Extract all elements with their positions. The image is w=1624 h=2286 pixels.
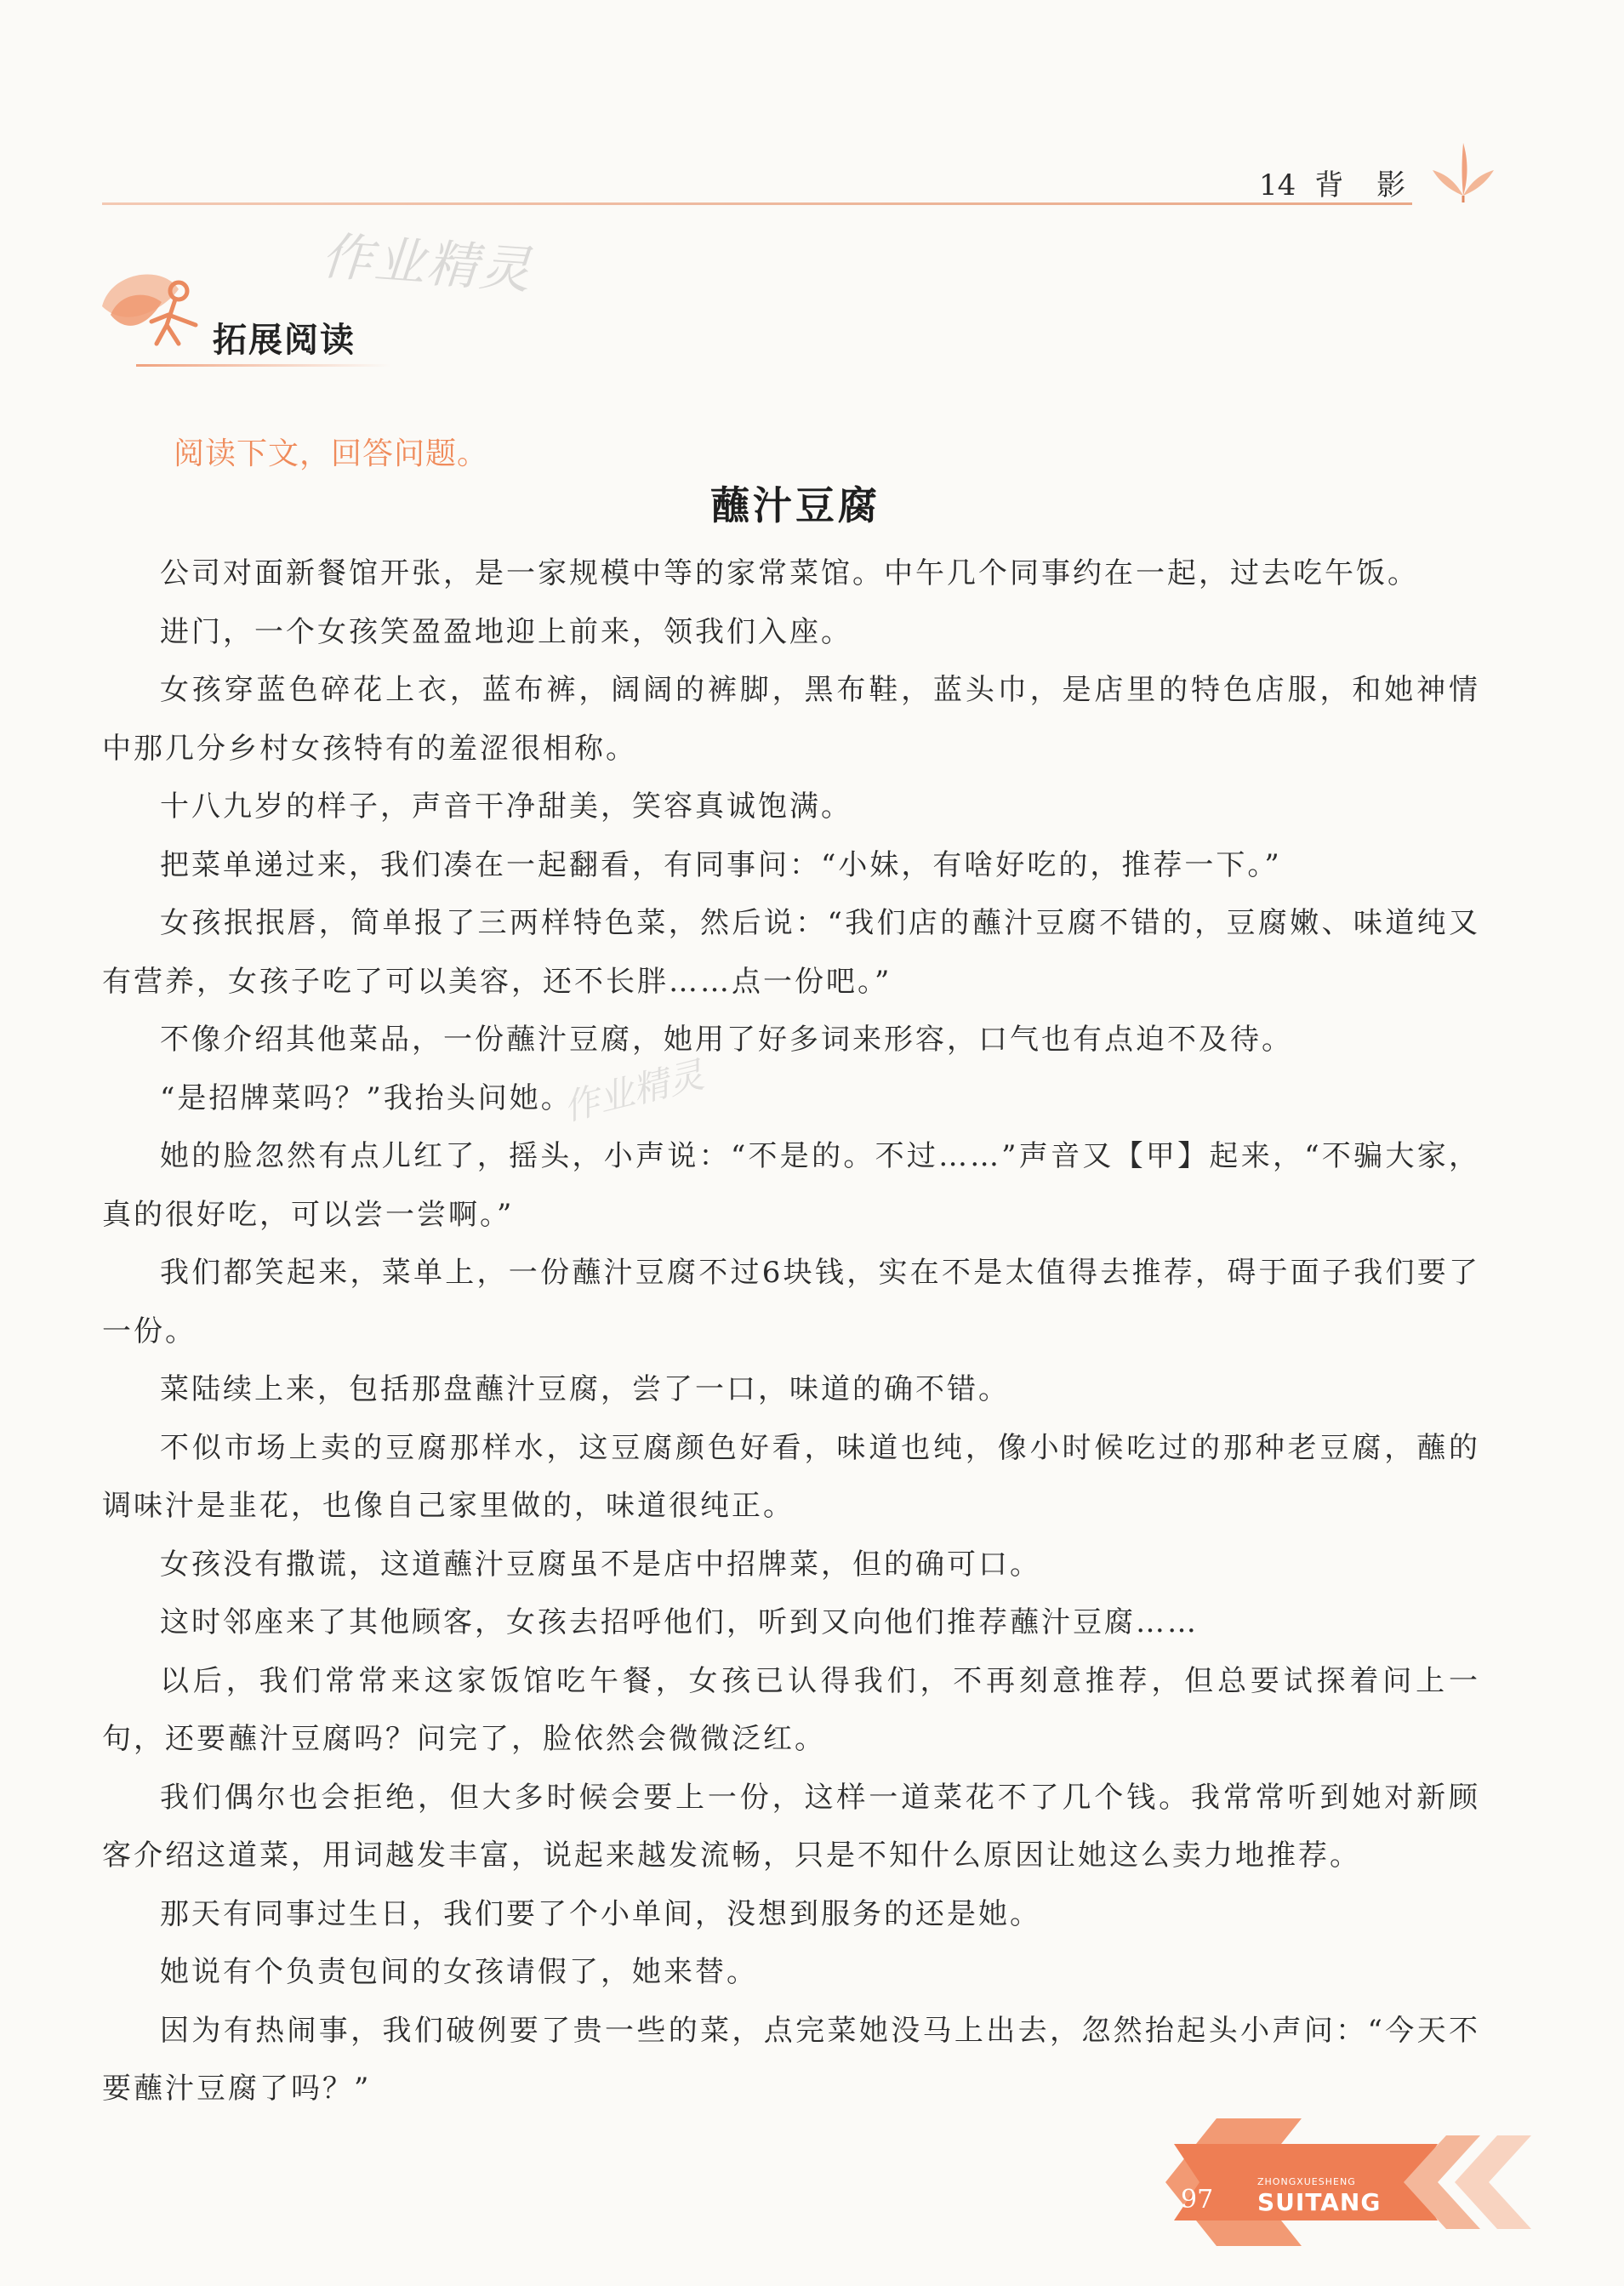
- section-title: 拓展阅读: [213, 321, 356, 360]
- watermark-mid: 作业精灵: [559, 1053, 709, 1129]
- paragraph: 以后，我们常常来这家饭馆吃午餐，女孩已认得我们，不再刻意推荐，但总要试探着问上一句，还要蘸汁豆腐吗？问完了，脸依然会微微泛红。: [102, 1663, 1480, 1756]
- section-underline: [136, 364, 391, 367]
- page-number: 97: [1181, 2185, 1214, 2215]
- paragraph: 这时邻座来了其他顾客，女孩去招呼他们，听到又向他们推荐蘸汁豆腐……: [160, 1605, 1199, 1639]
- watermark: 作业精灵: [319, 226, 534, 301]
- brand-subtitle: ZHONGXUESHENG: [1257, 2176, 1356, 2187]
- leaf-icon: [1429, 136, 1497, 204]
- article-title: 蘸汁豆腐: [710, 482, 880, 528]
- header-divider: [102, 202, 1412, 205]
- paragraph: 女孩没有撒谎，这道蘸汁豆腐虽不是店中招牌菜，但的确可口。: [160, 1547, 1041, 1582]
- section-badge-icon: [94, 255, 221, 366]
- paragraph: 那天有同事过生日，我们要了个小单间，没想到服务的还是她。: [160, 1896, 1041, 1931]
- paragraph: 菜陆续上来，包括那盘蘸汁豆腐，尝了一口，味道的确不错。: [160, 1372, 1010, 1406]
- paragraph: 因为有热闹事，我们破例要了贵一些的菜，点完菜她没马上出去，忽然抬起头小声问：“今天不要蘸汁豆腐了吗？”: [102, 2013, 1480, 2106]
- paragraph: 进门，一个女孩笑盈盈地迎上前来，领我们入座。: [160, 614, 852, 649]
- paragraph: 把菜单递过来，我们凑在一起翻看，有同事问：“小妹，有啥好吃的，推荐一下。”: [160, 847, 1282, 882]
- paragraph: 她说有个负责包间的女孩请假了，她来替。: [160, 1955, 758, 1989]
- chapter-title: 背 影: [1314, 168, 1418, 202]
- chapter-header: [1259, 162, 1417, 203]
- paragraph: 女孩抿抿唇，简单报了三两样特色菜，然后说：“我们店的蘸汁豆腐不错的，豆腐嫩、味道纯又有营养，女孩子吃了可以美容，还不长胖……点一份吧。”: [102, 906, 1480, 999]
- paragraph: 公司对面新餐馆开张，是一家规模中等的家常菜馆。中午几个同事约在一起，过去吃午饭。: [160, 556, 1419, 590]
- paragraph: 不似市场上卖的豆腐那样水，这豆腐颜色好看，味道也纯，像小时候吃过的那种老豆腐，蘸的调味汁是韭花，也像自己家里做的，味道很纯正。: [102, 1430, 1480, 1523]
- paragraph: 女孩穿蓝色碎花上衣，蓝布裤，阔阔的裤脚，黑布鞋，蓝头巾，是店里的特色店服，和她神情中那几分乡村女孩特有的羞涩很相称。: [102, 673, 1480, 766]
- paragraph: “是招牌菜吗？”我抬头问她。: [160, 1080, 573, 1115]
- chapter-number: 14: [1259, 168, 1296, 202]
- paragraph: 我们都笑起来，菜单上，一份蘸汁豆腐不过6块钱，实在不是太值得去推荐，碍于面子我们要了一份。: [102, 1256, 1480, 1348]
- article-body: [102, 544, 1480, 2118]
- paragraph: 十八九岁的样子，声音干净甜美，笑容真诚饱满。: [160, 790, 852, 824]
- paragraph: 她的脸忽然有点儿红了，摇头，小声说：“不是的。不过……”声音又【甲】起来，“不骗大家，真的很好吃，可以尝一尝啊。”: [102, 1139, 1480, 1232]
- reading-instruction: 阅读下文，回答问题。: [174, 436, 489, 471]
- footer-badge-icon: [1157, 2110, 1565, 2255]
- brand-logo: SUITANG: [1257, 2188, 1382, 2216]
- paragraph: 我们偶尔也会拒绝，但大多时候会要上一份，这样一道菜花不了几个钱。我常常听到她对新顾客介绍这道菜，用词越发丰富，说起来越发流畅，只是不知什么原因让她这么卖力地推荐。: [102, 1780, 1480, 1873]
- paragraph: 不像介绍其他菜品，一份蘸汁豆腐，她用了好多词来形容，口气也有点迫不及待。: [160, 1023, 1293, 1057]
